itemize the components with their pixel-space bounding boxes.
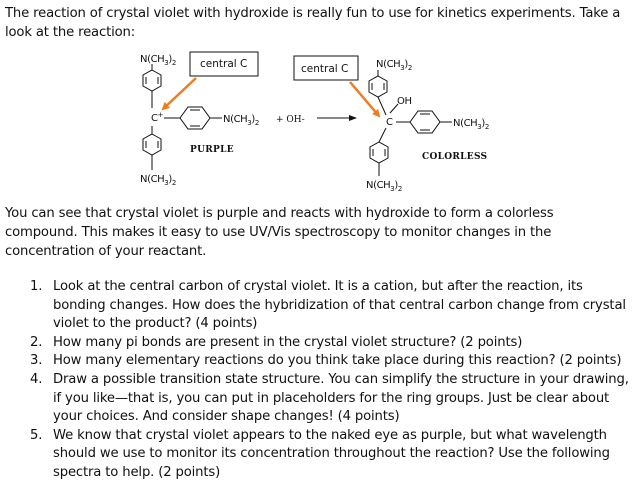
question-item [0,371,634,427]
colorless-label: COLORLESS [422,152,488,162]
question-text: Draw a possible transition state structure. You can simplify the structure in your drawing, if you like—that is, you can put in placeholders for the ring groups. Just be clear about your choices. And consider shape changes! (4 points) [53,371,629,425]
question-text: Look at the central carbon of crystal violet. It is a cation, but after the reaction, its bonding changes. How does the hybridization of that central carbon change from crystal violet to the product? (4 points) [53,279,626,332]
product-central-carbon: C [386,117,393,128]
nme2-label-bottom: $N(CH_3)_2$ [140,174,176,187]
question-number: 3. [30,353,43,369]
central-carbocation: C+ [151,111,164,124]
question-number: 2. [30,334,43,350]
reaction-scheme [0,44,634,200]
explanation-paragraph: You can see that crystal violet is purple and reacts with hydroxide to form a colorless compound. This makes it easy to use UV/Vis spectroscopy to monitor changes in the concentration of your reactant. [5,206,554,259]
question-text: We know that crystal violet appears to the naked eye as purple, but what wavelength should we use to monitor its concentration throughout the reaction? Use the following spectra to help. (2 points) [53,427,610,480]
orange-arrow-2 [350,82,379,116]
product-nme2-right: $N(CH_3)_2$ [453,118,489,131]
question-number: 1. [30,279,43,294]
question-item [0,427,634,483]
question-list [0,278,634,483]
orange-arrow-1 [163,78,196,109]
nme2-label-top: $N(CH_3)_2$ [140,54,176,67]
product-nme2-bottom: $N(CH_3)_2$ [366,180,402,193]
central-c-callout-2-text: central C [301,63,349,75]
question-item [0,278,634,334]
question-text: How many pi bonds are present in the crystal violet structure? (2 points) [53,334,523,350]
nme2-label-right: $N(CH_3)_2$ [223,114,259,127]
question-text: How many elementary reactions do you think take place during this reaction? (2 points) [53,353,622,369]
question-item [0,352,634,371]
central-c-callout-1-text: central C [200,58,248,70]
hydroxide-label: + OH- [276,115,305,125]
purple-label: PURPLE [190,145,234,155]
question-number: 4. [30,371,43,387]
question-item [0,334,634,353]
product-nme2-top: $N(CH_3)_2$ [376,59,412,72]
question-number: 5. [30,427,43,443]
oh-label: OH [397,96,412,107]
intro-paragraph: The reaction of crystal violet with hydroxide is really fun to use for kinetics experiments. Take a look at the reaction: [5,6,621,40]
